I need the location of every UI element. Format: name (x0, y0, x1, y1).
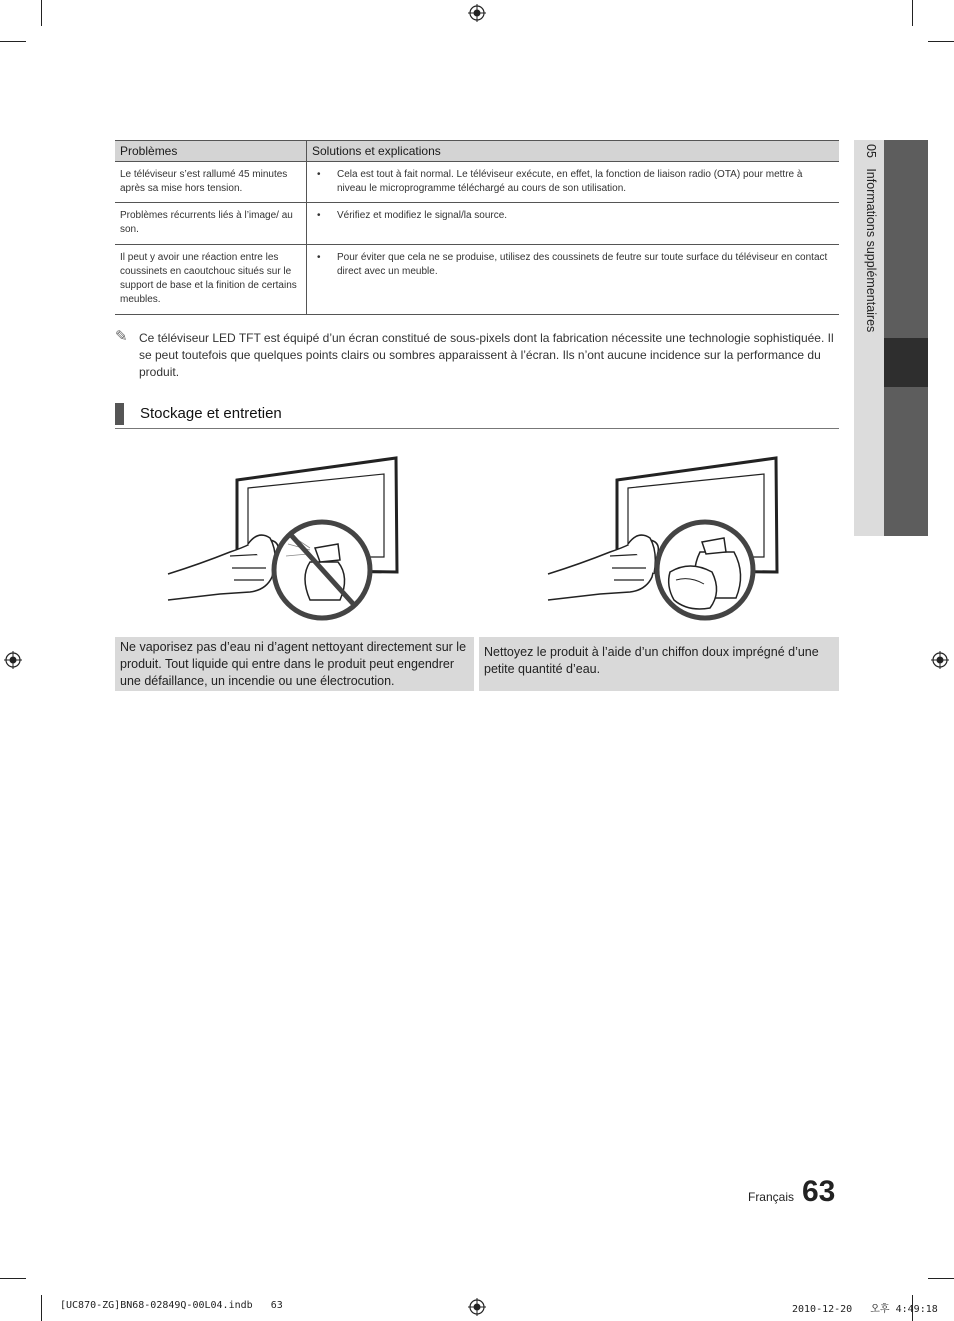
bullet-icon: • (317, 169, 321, 180)
caption-no-spray: Ne vaporisez pas d’eau ni d’agent nettoyant directement sur le produit. Tout liquide qui entre dans le produit peut engendrer une défaillance, un incendie ou une électrocution. (115, 637, 474, 691)
column-header-solutions: Solutions et explications (307, 141, 840, 162)
solution-text: Pour éviter que cela ne se produise, utilisez des coussinets de feutre sur toute surface du téléviseur en contact direct avec un meuble. (337, 252, 828, 277)
registration-mark-icon (468, 1298, 486, 1316)
crop-mark (0, 41, 26, 42)
chapter-side-tab (854, 140, 928, 536)
page-number: 63 (802, 1175, 836, 1208)
registration-mark-icon (931, 651, 949, 669)
crop-mark (928, 1278, 954, 1279)
chapter-label: 05 Informations supplémentaires (864, 144, 878, 333)
bullet-icon: • (317, 210, 321, 221)
cloth-cleaning-illustration (540, 452, 790, 624)
table-row (115, 162, 839, 203)
column-header-problems: Problèmes (115, 141, 307, 162)
solution-text: Cela est tout à fait normal. Le téléviseur exécute, en effet, la fonction de liaison radio (OTA) pour mettre à niveau le microprogramme téléchargé au cours de son utilisation. (337, 169, 803, 194)
print-slug-file: [UC870-ZG]BN68-02849Q-00L04.indb 63 (60, 1300, 283, 1311)
solution-cell (307, 203, 840, 245)
print-slug-timestamp: 2010-12-20 오후 4:49:18 (792, 1304, 938, 1315)
crop-mark (41, 1295, 42, 1321)
problem-cell: Le téléviseur s’est rallumé 45 minutes après sa mise hors tension. (115, 162, 307, 203)
problem-cell: Il peut y avoir une réaction entre les coussinets en caoutchouc situés sur le support de base et la finition de certains meubles. (115, 245, 307, 315)
bullet-icon: • (317, 252, 321, 263)
crop-mark (912, 0, 913, 26)
crop-mark (928, 41, 954, 42)
crop-mark (41, 0, 42, 26)
section-heading (115, 402, 839, 429)
table-row (115, 245, 839, 315)
section-marker (115, 403, 124, 425)
troubleshooting-table (115, 140, 839, 315)
table-header-row (115, 141, 839, 162)
table-row (115, 203, 839, 245)
registration-mark-icon (4, 651, 22, 669)
caption-cloth-cleaning: Nettoyez le produit à l’aide d’un chiffon doux imprégné d’une petite quantité d’eau. (479, 637, 839, 691)
solution-cell (307, 162, 840, 203)
no-spray-illustration (160, 452, 410, 624)
pencil-note-icon: ✎ (115, 328, 128, 345)
problem-cell: Problèmes récurrents liés à l’image/ au son. (115, 203, 307, 245)
solution-cell (307, 245, 840, 315)
note-text: Ce téléviseur LED TFT est équipé d’un écran constitué de sous-pixels dont la fabrication nécessite une technologie sophistiquée. Il se peut toutefois que quelques points clairs ou sombres apparaissent à l’écran. Ils n’ont aucune incidence sur la performance du produit. (139, 331, 834, 379)
section-title: Stockage et entretien (140, 405, 282, 422)
side-tab-current-marker (884, 338, 928, 387)
footer-language: Français (747, 1190, 794, 1204)
solution-text: Vérifiez et modifiez le signal/la source. (337, 210, 508, 221)
note-paragraph (115, 330, 839, 381)
registration-mark-icon (468, 4, 486, 22)
crop-mark (0, 1278, 26, 1279)
